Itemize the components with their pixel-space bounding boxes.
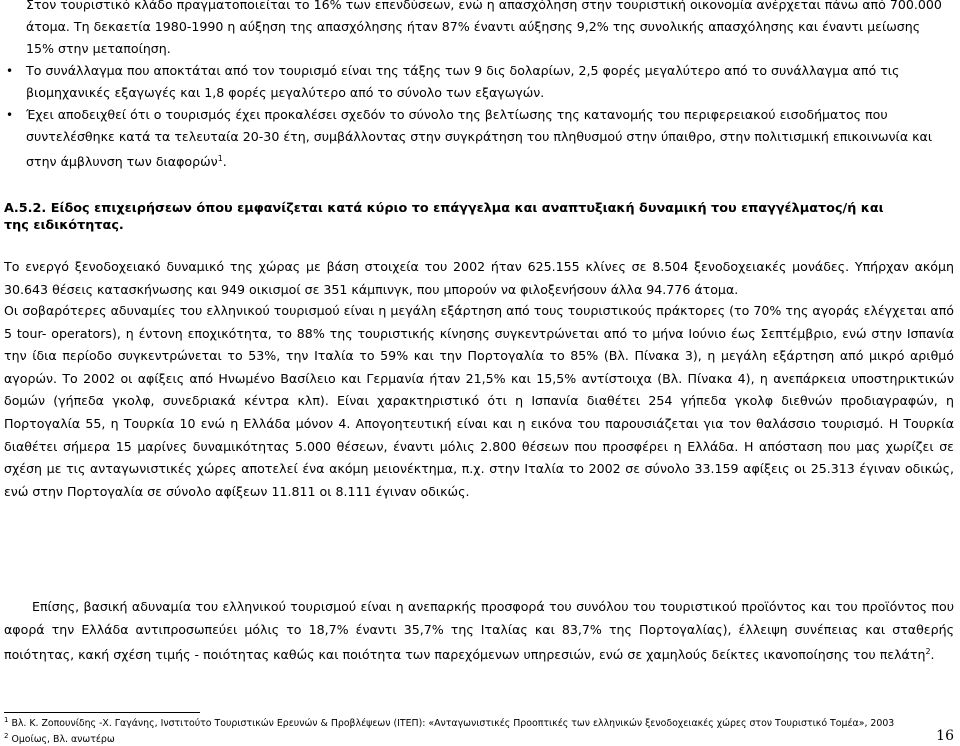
footnote-1: $^1$ Βλ. Κ. Ζοπουνίδης -Χ. Γαγάνης, Ινστιτούτο Τουριστικών Ερευνών & Προβλέψεων (ΙΤΕΠ): «Ανταγωνιστικές Προοπτικές των ελληνικών ξενοδοχειακές χώρες στον Τουριστικό Τομέα», 2003 [4, 716, 895, 730]
paragraph-basic-weakness: Επίσης, βασική αδυναμία του ελληνικού τουρισμού είναι η ανεπαρκής προσφορά του συνόλου του τουριστικού προϊόντος και του προϊόντος που αφορά την Ελλάδα αντιπροσωπεύει μόλις το 18,7% έναντι 35,7% της Ιταλίας και 83,7% της Πορτογαλίας), έλλειψη συνέπειας και σταθερής ποιότητας, κακή σχέση τιμής - ποιότητας καθώς και ποιότητα των παρεχόμενων υπηρεσιών, ενώ σε χαμηλούς δείκτες ικανοποίησης του πελάτη$^2$. [4, 599, 954, 663]
footnotes [4, 714, 954, 746]
footnote-2: $^2$ Ομοίως, Βλ. ανωτέρω [4, 732, 115, 746]
bullet-list [0, 0, 960, 173]
bullet-item-2: • Το συνάλλαγμα που αποκτάται από τον τουρισμό είναι της τάξης των 9 δις δολαρίων, 2,5 φορές μεγαλύτερο από το συνάλλαγμα από τις βιομηχανικές εξαγωγές και 1,8 φορές μεγαλύτερο από το σύνολο των εξαγωγών. [0, 60, 960, 104]
page-number: 16 [936, 728, 954, 744]
footnote-ref-1: 1 [217, 154, 223, 163]
bullet-item-1: Στον τουριστικό κλάδο πραγματοποιείται το 16% των επενδύσεων, ενώ η απασχόληση στην τουριστική οικονομία ανέρχεται πάνω από 700.000 άτομα. Τη δεκαετία 1980-1990 η αύξηση της απασχόλησης ήταν 87% έναντι αύξησης 9,2% της συνολικής απασχόλησης και έναντι μείωσης 15% στην μεταποίηση. [26, 0, 942, 56]
paragraph-hotel-capacity: Το ενεργό ξενοδοχειακό δυναμικό της χώρας με βάση στοιχεία του 2002 ήταν 625.155 κλίνες σε 8.504 ξενοδοχειακές μονάδες. Υπήρχαν ακόμη 30.643 θέσεις κατασκήνωσης και 949 οικισμοί σε 351 κάμπινγκ, που μπορούν να φιλοξενήσουν άλλα 94.776 άτομα. [4, 259, 954, 297]
paragraph-weaknesses: Οι σοβαρότερες αδυναμίες του ελληνικού τουρισμού είναι η μεγάλη εξάρτηση από τους τουριστικούς πράκτορες (το 70% της αγοράς ελέγχεται από 5 tour- operators), η έντονη εποχικότητα, το 88% της τουριστικής κίνησης συγκεντρώνεται από το μήνα Ιούνιο έως Σεπτέμβριο, ενώ στην Ισπανία την ίδια περίοδο συγκεντρώνεται το 53%, την Ιταλία το 59% και την Πορτογαλία το 85% (Βλ. Πίνακα 3), η μεγάλη εξάρτηση από μικρό αριθμό αγορών. Το 2002 οι αφίξεις από Ηνωμένο Βασίλειο και Γερμανία ήταν 21,5% και 15,5% αντίστοιχα (Βλ. Πίνακα 4), η ανεπάρκεια υποστηρικτικών δομών (γήπεδα γκολφ, συνεδριακά κέντρα κλπ). Είναι χαρακτηριστικό ότι η Ισπανία διαθέτει 254 γήπεδα γκολφ διεθνών προδιαγραφών, η Πορτογαλία 55, η Τουρκία 10 ενώ η Ελλάδα μόνον 4. Απογοητευτική είναι και η εικόνα του παρουσιάζεται για τον θαλάσσιο τουρισμό. Η Τουρκία διαθέτει σήμερα 15 μαρίνες δυναμικότητας 5.000 θέσεων, έναντι μόλις 2.800 θέσεων που προσφέρει η Ελλάδα. Η απόσταση που μας χωρίζει σε σχέση με τις ανταγωνιστικές χώρες αποτελεί ένα ακόμη μειονέκτημα, π.χ. στην Ιταλία το 2002 σε σύνολο 33.159 αφίξεις οι 25.313 έγιναν οδικώς, ενώ στην Πορτογαλία σε σύνολο αφίξεων 11.811 οι 8.111 έγιναν οδικώς. [4, 303, 954, 499]
section-heading: Α.5.2. Είδος επιχειρήσεων όπου εμφανίζεται κατά κύριο το επάγγελμα και αναπτυξιακή δυναμική του επαγγέλματος/ή και της ειδικότητας. [4, 201, 884, 233]
bullet-item-3: • Έχει αποδειχθεί ότι ο τουρισμός έχει προκαλέσει σχεδόν το σύνολο της βελτίωσης της κατανομής του περιφερειακού εισοδήματος που συντελέσθηκε κατά τα τελευταία 20-30 έτη, συμβάλλοντας στην συγκράτηση του πληθυσμού στην ύπαιθρο, στην πολιτισμική επικοινωνία και στην άμβλυνση των διαφορών$^1$. [0, 104, 960, 173]
footnote-divider [4, 712, 200, 713]
footnote-ref-2: 2 [925, 647, 931, 657]
